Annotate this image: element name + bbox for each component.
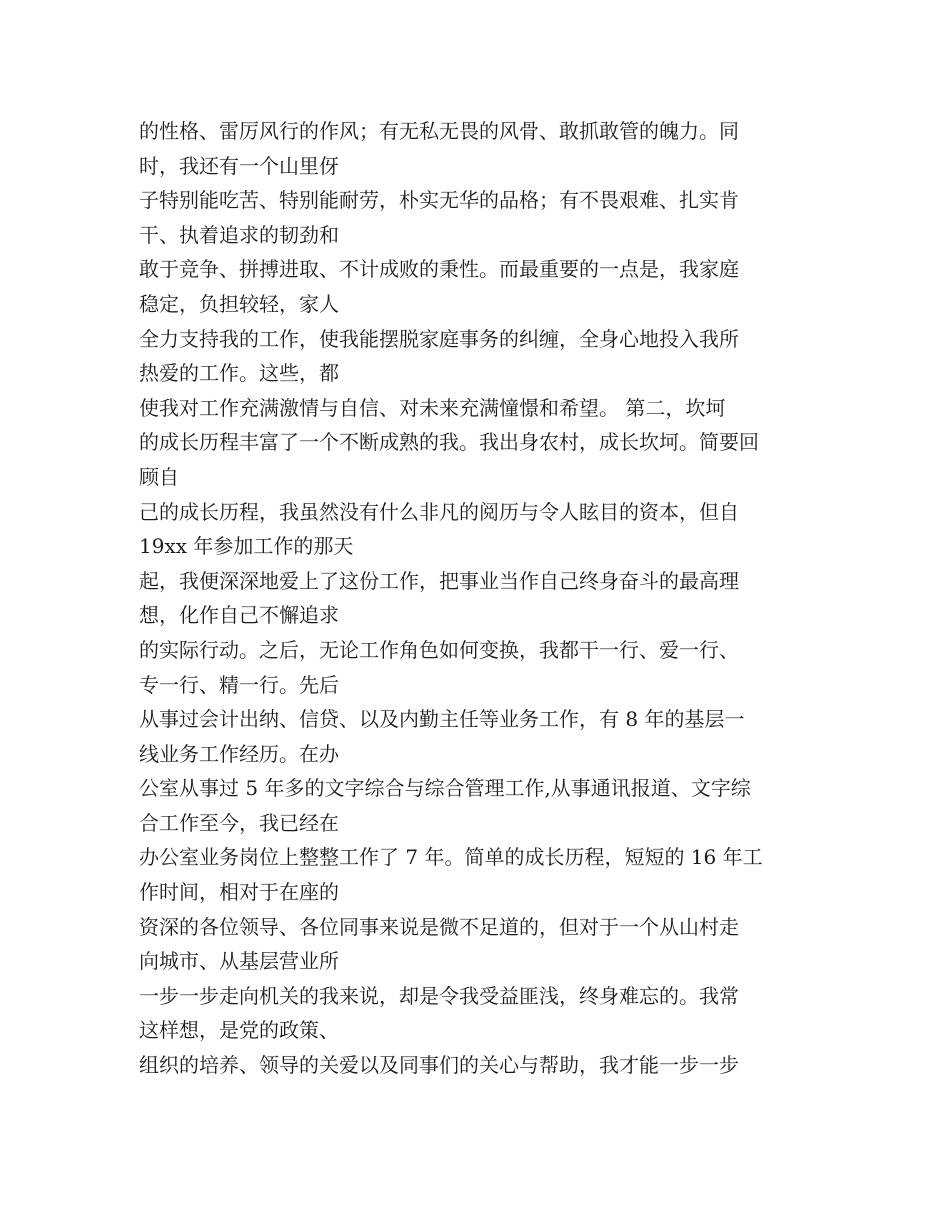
text-line: 作时间，相对于在座的 [139, 880, 339, 905]
text-line: 全力支持我的工作，使我能摆脱家庭事务的纠缠，全身心地投入我所 [139, 326, 739, 351]
text-line: 19xx 年参加工作的那天 [139, 534, 354, 559]
text-line: 顾自 [139, 464, 179, 489]
text-line: 时，我还有一个山里伢 [139, 153, 339, 178]
text-line: 敢于竞争、拼搏进取、不计成败的秉性。而最重要的一点是，我家庭 [139, 257, 739, 282]
text-line: 这样想，是党的政策、 [139, 1018, 339, 1043]
text-line: 热爱的工作。这些，都 [139, 361, 339, 386]
text-line: 一步一步走向机关的我来说，却是令我受益匪浅，终身难忘的。我常 [139, 983, 739, 1008]
text-line: 的成长历程丰富了一个不断成熟的我。我出身农村，成长坎坷。简要回 [139, 430, 759, 455]
text-line: 子特别能吃苦、特别能耐劳，朴实无华的品格；有不畏艰难、扎实肯 [139, 188, 739, 213]
text-line: 向城市、从基层营业所 [139, 949, 339, 974]
document-text-body [139, 114, 819, 1083]
text-line: 线业务工作经历。在办 [139, 741, 339, 766]
text-line: 办公室业务岗位上整整工作了 7 年。简单的成长历程，短短的 16 年工 [139, 845, 763, 870]
text-line: 己的成长历程，我虽然没有什么非凡的阅历与令人眩目的资本，但自 [139, 499, 739, 524]
text-line: 从事过会计出纳、信贷、以及内勤主任等业务工作，有 8 年的基层一 [139, 707, 745, 732]
text-line: 的实际行动。之后，无论工作角色如何变换，我都干一行、爱一行、 [139, 637, 739, 662]
text-line: 公室从事过 5 年多的文字综合与综合管理工作,从事通讯报道、文字综 [139, 776, 751, 801]
text-line: 合工作至今，我已经在 [139, 810, 339, 835]
text-line: 组织的培养、领导的关爱以及同事们的关心与帮助，我才能一步一步 [139, 1053, 739, 1078]
text-line: 使我对工作充满激情与自信、对未来充满憧憬和希望。 第二，坎坷 [139, 395, 726, 420]
text-line: 干、执着追求的韧劲和 [139, 222, 339, 247]
text-line: 专一行、精一行。先后 [139, 672, 339, 697]
text-line: 资深的各位领导、各位同事来说是微不足道的，但对于一个从山村走 [139, 914, 739, 939]
text-line: 想，化作自己不懈追求 [139, 603, 339, 628]
text-line: 稳定，负担较轻，家人 [139, 291, 339, 316]
text-line: 的性格、雷厉风行的作风；有无私无畏的风骨、敢抓敢管的魄力。同 [139, 119, 739, 143]
text-line: 起，我便深深地爱上了这份工作，把事业当作自己终身奋斗的最高理 [139, 568, 739, 593]
